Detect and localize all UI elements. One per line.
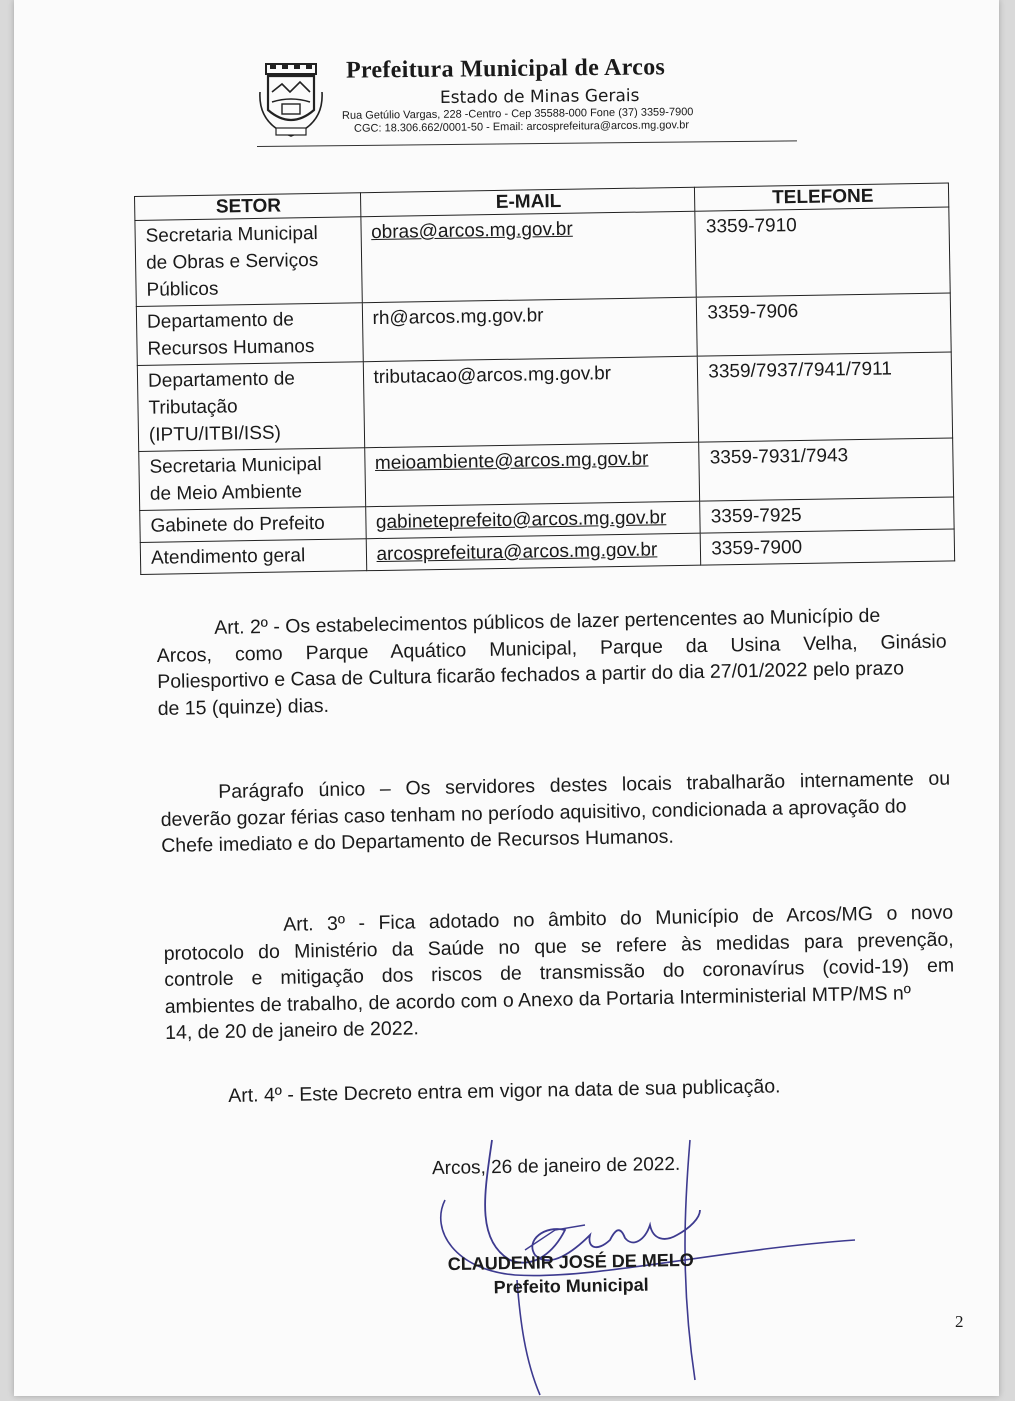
page-number: 2 [955, 1312, 964, 1331]
telefone-cell: 3359-7931/7943 [699, 438, 954, 501]
setor-cell [139, 448, 365, 511]
setor-line: Tributação [148, 396, 238, 419]
setor-line: Atendimento geral [150, 545, 306, 569]
setor-cell [140, 539, 366, 575]
email-link[interactable]: rh@arcos.mg.gov.br [362, 297, 698, 362]
setor-line: Departamento de [146, 309, 295, 333]
telefone-cell: 3359-7900 [700, 529, 954, 565]
setor-line: Recursos Humanos [147, 336, 315, 360]
table-row [137, 352, 952, 451]
email-link[interactable]: tributacao@arcos.mg.gov.br [363, 356, 699, 448]
article-3-line: controle e mitigação dos riscos de transmissão do coronavírus (covid-19) em [164, 954, 955, 991]
setor-line: Secretaria Municipal [145, 222, 318, 247]
article-3 [163, 900, 955, 1047]
setor-cell [136, 303, 362, 366]
setor-cell [135, 217, 362, 307]
article-2-line: de 15 (quinze) dias. [157, 694, 330, 720]
address-line: Rua Getúlio Vargas, 228 -Centro - Cep 35588-000 Fone (37) 3359-7900 [341, 106, 694, 122]
paragrafo-unico [160, 766, 951, 860]
setor-line: Secretaria Municipal [149, 453, 322, 478]
paragrafo-unico-line: deverão gozar férias caso tenham no período aquisitivo, condicionada a aprovação do [160, 794, 907, 831]
article-2-line: Poliesportivo e Casa de Cultura ficarão fechados a partir do dia 27/01/2022 pelo prazo [157, 657, 905, 693]
municipality-title: Prefeitura Municipal de Arcos [345, 54, 666, 84]
state-subtitle: Estado de Minas Gerais [439, 85, 640, 109]
contacts-table-wrapper [134, 182, 955, 574]
article-3-line: Art. 3º - Fica adotado no âmbito do Município de Arcos/MG o novo [283, 901, 954, 936]
paragrafo-unico-line: Parágrafo único – Os servidores destes locais trabalharão internamente ou [218, 767, 951, 803]
article-3-line: ambientes de trabalho, de acordo com o Anexo da Portaria Interministerial MTP/MS nº [164, 981, 912, 1018]
telefone-cell: 3359-7906 [697, 293, 952, 356]
contacts-table [134, 182, 955, 574]
setor-cell [137, 362, 364, 452]
telefone-cell: 3359-7925 [700, 497, 954, 533]
municipal-coat-of-arms-icon [258, 62, 324, 142]
column-header-email: E-MAIL [360, 187, 695, 217]
telefone-cell: 3359/7937/7941/7911 [698, 352, 953, 442]
column-header-setor: SETOR [135, 193, 361, 221]
table-row [135, 207, 950, 306]
setor-line: de Meio Ambiente [149, 481, 303, 505]
setor-line: (IPTU/ITBI/ISS) [148, 422, 282, 446]
article-3-line: 14, de 20 de janeiro de 2022. [164, 1017, 420, 1044]
email-link[interactable]: arcosprefeitura@arcos.mg.gov.br [366, 533, 701, 571]
email-link[interactable]: gabineteprefeito@arcos.mg.gov.br [365, 501, 700, 539]
email-link[interactable]: obras@arcos.mg.gov.br [360, 211, 696, 303]
setor-line: Públicos [146, 278, 219, 301]
article-2-line: Art. 2º - Os estabelecimentos públicos de lazer pertencentes ao Município de [214, 604, 881, 639]
setor-line: Gabinete do Prefeito [150, 512, 325, 537]
setor-line: de Obras e Serviços [145, 249, 319, 274]
signer-block [426, 1247, 717, 1300]
email-link[interactable]: meioambiente@arcos.mg.gov.br [364, 442, 700, 507]
signing-date: Arcos, 26 de janeiro de 2022. [431, 1153, 681, 1180]
signer-name: CLAUDENIR JOSÉ DE MELO [447, 1249, 694, 1275]
paragrafo-unico-line: Chefe imediato e do Departamento de Recursos Humanos. [161, 825, 675, 857]
article-2 [156, 602, 948, 722]
article-3-line: protocolo do Ministério da Saúde no que se refere às medidas para prevenção, [163, 928, 954, 965]
signer-role: Prefeito Municipal [493, 1274, 649, 1298]
setor-line: Departamento de [147, 368, 296, 392]
article-2-line: Arcos, como Parque Aquático Municipal, Parque da Usina Velha, Ginásio [156, 630, 947, 667]
article-4: Art. 4º - Este Decreto entra em vigor na data de sua publicação. [228, 1075, 781, 1107]
column-header-telefone: TELEFONE [695, 183, 949, 211]
setor-cell [140, 507, 366, 543]
telefone-cell: 3359-7910 [695, 207, 950, 297]
cgc-email-line: CGC: 18.306.662/0001-50 - Email: arcosprefeitura@arcos.mg.gov.br [353, 119, 690, 135]
